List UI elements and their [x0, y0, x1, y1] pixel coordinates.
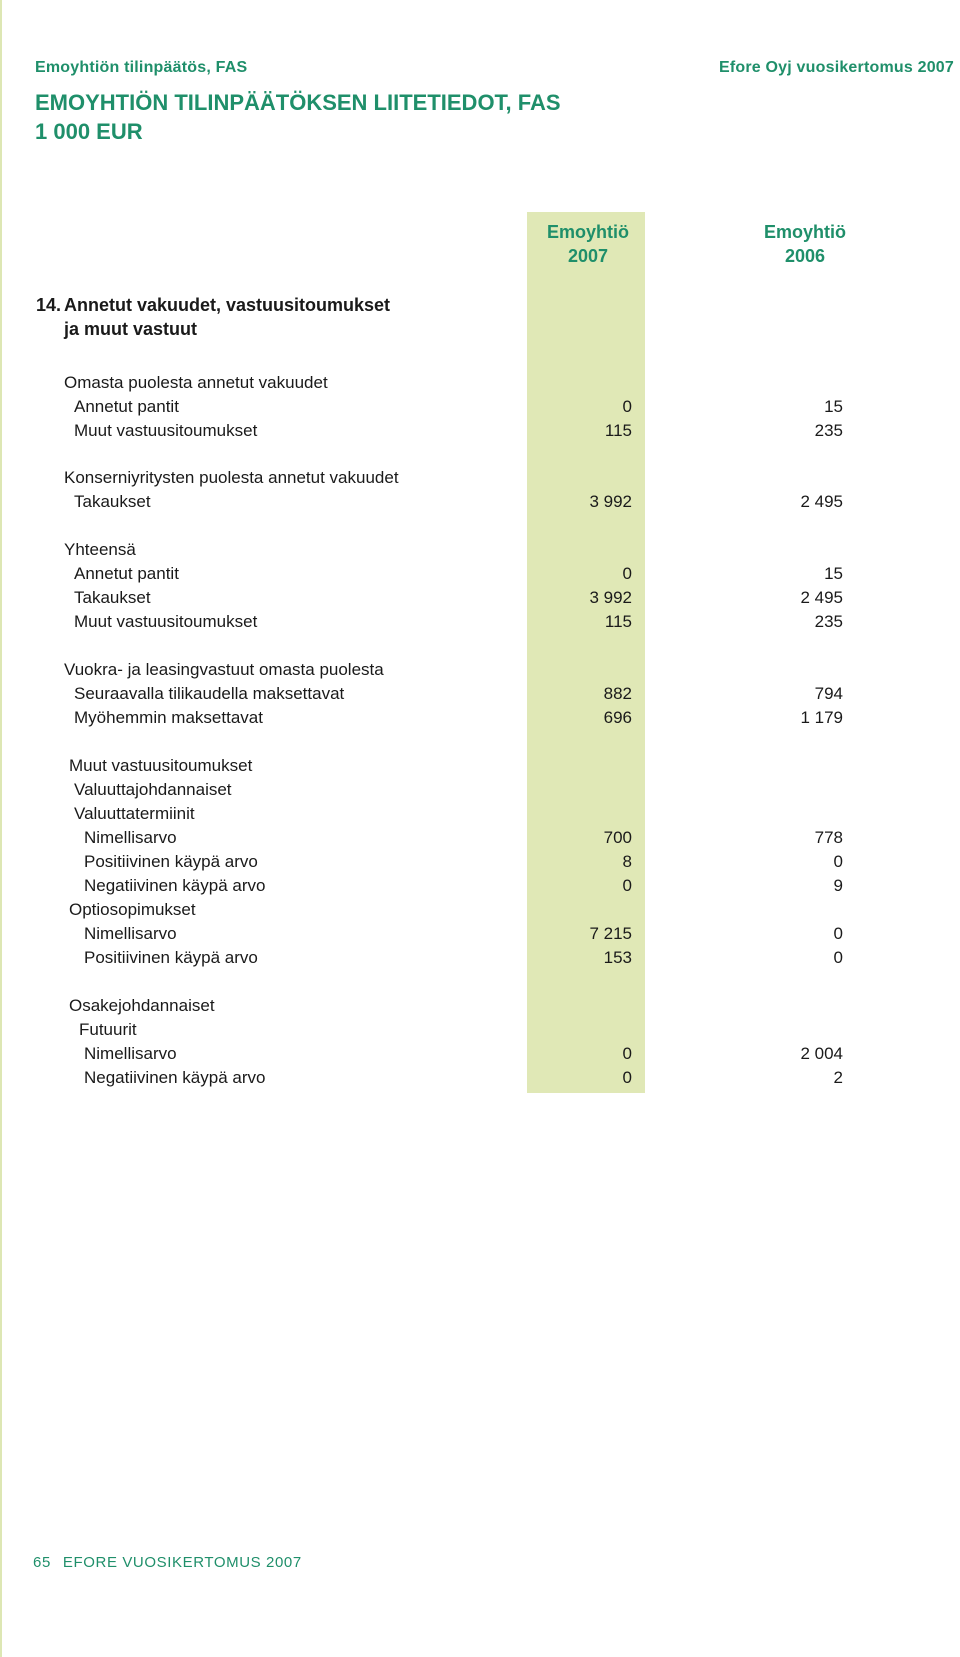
row-label: Optiosopimukset — [69, 900, 196, 919]
table-row — [0, 371, 960, 395]
page-number: 65 — [33, 1554, 51, 1571]
row-label: Negatiivinen käypä arvo — [84, 876, 266, 895]
row-label: Konserniyritysten puolesta annetut vakuudet — [64, 468, 399, 487]
row-label: Muut vastuusitoumukset — [69, 756, 253, 775]
column-header-2006-year: 2006 — [784, 246, 826, 266]
value-2006: 235 — [814, 612, 843, 631]
page-title-unit: 1 000 EUR — [35, 119, 143, 144]
row-label: Muut vastuusitoumukset — [74, 612, 258, 631]
page-footer — [33, 1554, 302, 1571]
table-row — [0, 682, 960, 706]
value-2006: 0 — [833, 852, 843, 871]
value-2006: 1 179 — [800, 708, 843, 727]
table-row — [0, 994, 960, 1018]
row-label: Osakejohdannaiset — [69, 996, 215, 1015]
table-row — [0, 1066, 960, 1090]
column-header-2007-label: Emoyhtiö — [546, 222, 629, 242]
row-label: Nimellisarvo — [84, 828, 177, 847]
table-row — [0, 1018, 960, 1042]
running-header-left: Emoyhtiön tilinpäätös, FAS — [35, 59, 248, 76]
value-2007: 700 — [603, 828, 632, 847]
page-title-line1: EMOYHTIÖN TILINPÄÄTÖKSEN LIITETIEDOT, FAS — [35, 90, 561, 115]
table-row — [0, 419, 960, 443]
table-row — [0, 395, 960, 419]
value-2006: 2 004 — [800, 1044, 843, 1063]
table-row — [0, 466, 960, 490]
footer-title: EFORE VUOSIKERTOMUS 2007 — [62, 1554, 302, 1571]
row-label: Valuuttajohdannaiset — [74, 780, 232, 799]
page-title — [35, 88, 561, 146]
value-2006: 0 — [833, 924, 843, 943]
table-row — [0, 610, 960, 634]
table-row — [0, 538, 960, 562]
section-title-line2: ja muut vastuut — [64, 319, 198, 339]
row-label: Vuokra- ja leasingvastuut omasta puolesta — [64, 660, 384, 679]
table-row — [0, 778, 960, 802]
table-row — [0, 802, 960, 826]
table-row — [0, 946, 960, 970]
table-row — [0, 658, 960, 682]
row-label: Omasta puolesta annetut vakuudet — [64, 373, 328, 392]
table-row — [0, 562, 960, 586]
value-2007: 3 992 — [589, 588, 632, 607]
value-2006: 2 495 — [800, 588, 843, 607]
column-header-2007 — [518, 220, 658, 268]
value-2007: 882 — [603, 684, 632, 703]
value-2007: 115 — [604, 612, 632, 631]
row-label: Positiivinen käypä arvo — [84, 948, 258, 967]
value-2007: 696 — [603, 708, 632, 727]
value-2007: 7 215 — [589, 924, 632, 943]
row-label: Nimellisarvo — [84, 924, 177, 943]
row-label: Futuurit — [79, 1020, 137, 1039]
value-2007: 153 — [603, 948, 632, 967]
value-2006: 9 — [833, 876, 843, 895]
table-row — [0, 826, 960, 850]
table-row — [0, 874, 960, 898]
table-row — [0, 706, 960, 730]
table-row — [0, 922, 960, 946]
row-label: Myöhemmin maksettavat — [74, 708, 263, 727]
row-label: Muut vastuusitoumukset — [74, 421, 258, 440]
value-2007: 8 — [622, 852, 632, 871]
table-row — [0, 898, 960, 922]
table-row — [0, 1042, 960, 1066]
running-header-right: Efore Oyj vuosikertomus 2007 — [718, 59, 954, 76]
row-label: Positiivinen käypä arvo — [84, 852, 258, 871]
value-2006: 235 — [814, 421, 843, 440]
value-2007: 0 — [622, 1044, 632, 1063]
row-label: Nimellisarvo — [84, 1044, 177, 1063]
value-2007: 0 — [622, 397, 632, 416]
value-2006: 15 — [824, 564, 843, 583]
value-2007: 0 — [622, 1068, 632, 1087]
column-header-2006-label: Emoyhtiö — [763, 222, 846, 242]
table-row — [0, 490, 960, 514]
value-2007: 0 — [622, 876, 632, 895]
table-row — [0, 586, 960, 610]
table-row — [0, 850, 960, 874]
row-label: Seuraavalla tilikaudella maksettavat — [74, 684, 345, 703]
row-label: Takaukset — [74, 492, 151, 511]
value-2006: 2 — [833, 1068, 843, 1087]
section-title-line1: Annetut vakuudet, vastuusitoumukset — [64, 295, 391, 315]
row-label: Annetut pantit — [74, 564, 179, 583]
column-header-2006 — [735, 220, 875, 268]
row-label: Negatiivinen käypä arvo — [84, 1068, 266, 1087]
column-header-2007-year: 2007 — [567, 246, 609, 266]
row-label: Annetut pantit — [74, 397, 179, 416]
value-2006: 0 — [833, 948, 843, 967]
row-label: Yhteensä — [64, 540, 136, 559]
value-2006: 778 — [814, 828, 843, 847]
value-2006: 15 — [824, 397, 843, 416]
value-2007: 115 — [604, 421, 632, 440]
section-number: 14. — [36, 295, 62, 315]
row-label: Valuuttatermiinit — [74, 804, 195, 823]
table-row — [0, 754, 960, 778]
value-2007: 3 992 — [589, 492, 632, 511]
value-2006: 2 495 — [800, 492, 843, 511]
section-title — [36, 293, 390, 341]
value-2007: 0 — [622, 564, 632, 583]
value-2006: 794 — [814, 684, 843, 703]
row-label: Takaukset — [74, 588, 151, 607]
